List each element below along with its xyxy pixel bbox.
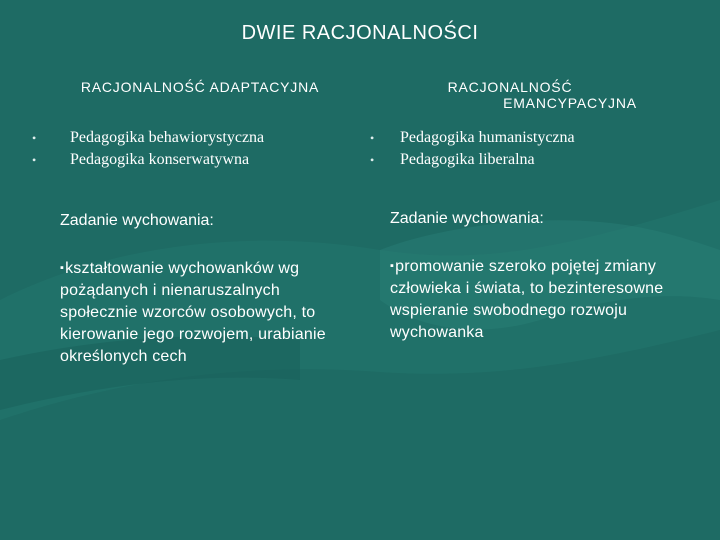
- list-item: • Pedagogika behawiorystyczna: [32, 127, 352, 149]
- left-task-description: ▪kształtowanie wychowanków wg pożądanych i nienaruszalnych społecznie wzorców osobowych, to kierowanie jego rozwojem, urabianie określonych cech: [60, 260, 326, 365]
- square-bullet-icon: ▪: [60, 262, 65, 274]
- list-item: • Pedagogika konserwatywna: [32, 149, 352, 171]
- list-item: • Pedagogika liberalna: [370, 149, 700, 171]
- list-item: • Pedagogika humanistyczna: [370, 127, 700, 149]
- right-bullet-list: [370, 127, 700, 171]
- right-task-description: ▪promowanie szeroko pojętej zmiany człowieka i świata, to bezinteresowne wspieranie swobodnego rozwoju wychowanka: [390, 258, 664, 341]
- slide-title: DWIE RACJONALNOŚCI: [241, 22, 479, 44]
- bullet-icon: •: [370, 153, 375, 167]
- square-bullet-icon: ▪: [390, 260, 395, 272]
- bullet-icon: •: [32, 131, 37, 145]
- right-heading-line2: EMANCYPACYJNA: [503, 95, 637, 111]
- bullet-icon: •: [370, 131, 375, 145]
- left-task-heading: Zadanie wychowania:: [60, 212, 214, 229]
- left-column-heading: RACJONALNOŚĆ ADAPTACYJNA: [80, 79, 320, 95]
- left-bullet-list: [32, 127, 352, 171]
- right-column-heading: [380, 79, 640, 111]
- right-task-heading: Zadanie wychowania:: [390, 210, 544, 227]
- right-heading-line1: RACJONALNOŚĆ: [447, 79, 573, 95]
- bullet-icon: •: [32, 153, 37, 167]
